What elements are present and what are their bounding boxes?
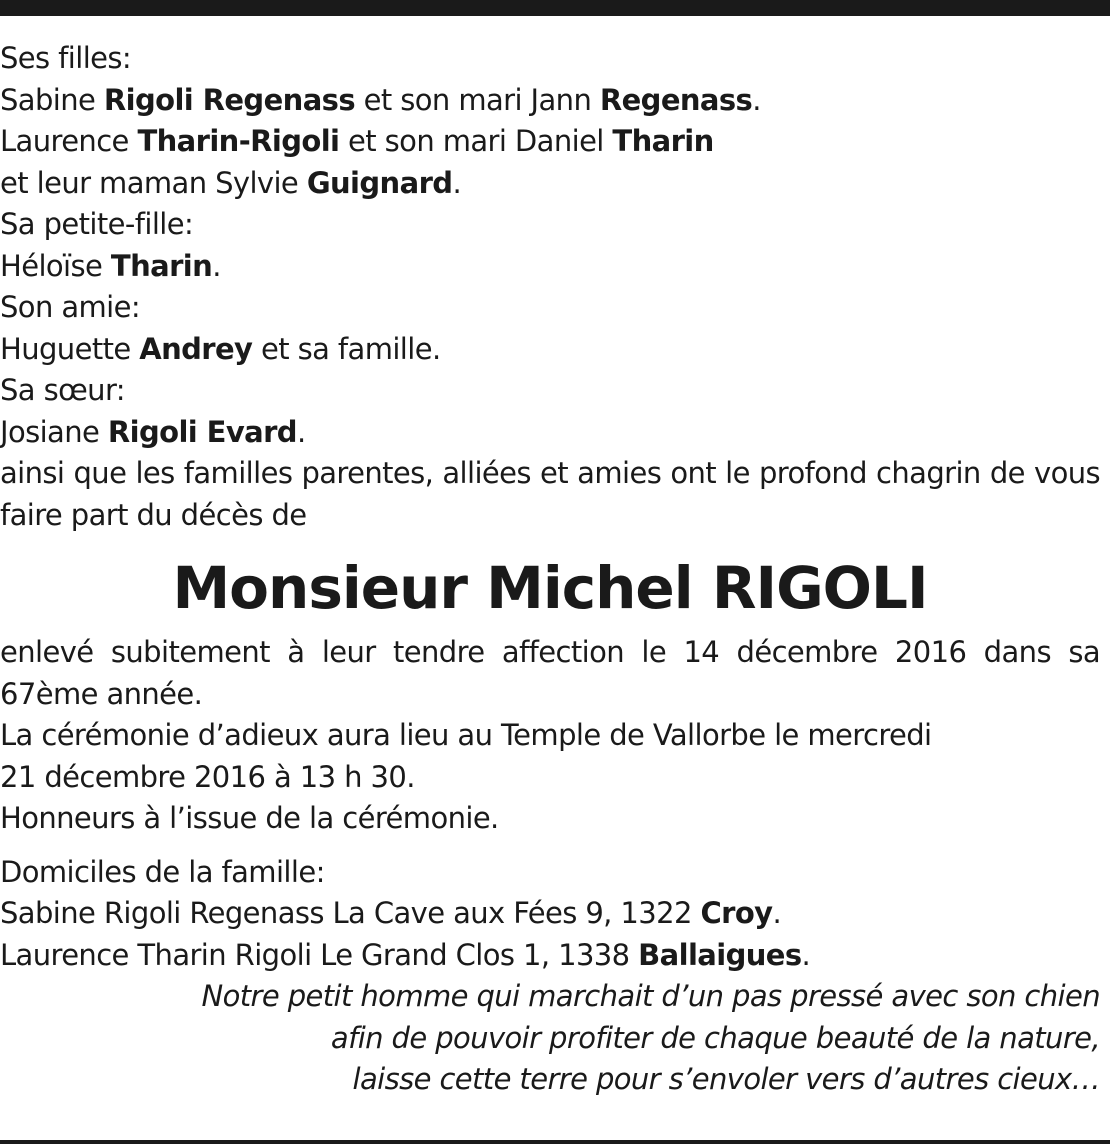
family-line-daughter-2	[0, 121, 1100, 163]
spouse-surname: Tharin	[612, 124, 714, 158]
quote-line-3: laisse cette terre pour s’envoler vers d’autres cieux…	[352, 1062, 1100, 1096]
address-text: Laurence Tharin Rigoli Le Grand Clos 1, 1338	[0, 937, 630, 972]
family-line-granddaughter	[0, 246, 1100, 288]
surname: Rigoli Evard	[107, 414, 297, 449]
surname: Tharin-Rigoli	[137, 124, 340, 158]
relation-text: et sa famille.	[260, 331, 441, 366]
punctuation: .	[452, 165, 462, 200]
ceremony-date-line: 21 décembre 2016 à 13 h 30.	[0, 759, 415, 794]
relation-text: et son mari Jann	[363, 82, 592, 117]
punctuation: .	[752, 82, 761, 117]
first-name: Josiane	[0, 414, 100, 449]
relation-text: et son mari Daniel	[348, 124, 604, 158]
family-line-friend	[0, 329, 1100, 371]
first-name: Sabine	[0, 82, 96, 117]
first-name: Laurence	[0, 124, 129, 158]
surname: Rigoli Regenass	[103, 82, 356, 117]
domicile-line-1	[0, 893, 1100, 935]
punctuation: .	[212, 248, 221, 283]
announcement-paragraph: ainsi que les familles parentes, alliées et amies ont le profond chagrin de vous faire part du décès de	[0, 456, 1100, 532]
city-name: Ballaigues	[638, 937, 802, 972]
bottom-border-rule	[0, 1140, 1110, 1144]
punctuation: .	[296, 414, 306, 449]
top-border-rule	[0, 0, 1110, 16]
obituary-notice	[0, 38, 1100, 1101]
death-details-paragraph: enlevé subitement à leur tendre affection le 14 décembre 2016 dans sa 67ème année.	[0, 635, 1100, 711]
domiciles-header: Domiciles de la famille:	[0, 854, 325, 889]
honours-line: Honneurs à l’issue de la cérémonie.	[0, 801, 499, 835]
relation-text: et leur maman Sylvie	[0, 165, 299, 200]
first-name: Héloïse	[0, 248, 103, 283]
city-name: Croy	[700, 896, 773, 930]
first-name: Huguette	[0, 331, 131, 366]
surname: Guignard	[306, 165, 453, 200]
friend-header: Son amie:	[0, 290, 141, 324]
quote-line-1: Notre petit homme qui marchait d’un pas pressé avec son chien	[201, 979, 1100, 1013]
daughters-header: Ses filles:	[0, 41, 132, 75]
ceremony-location-line: La cérémonie d’adieux aura lieu au Temple de Vallorbe le mercredi	[0, 718, 932, 752]
quote-line-2: afin de pouvoir profiter de chaque beauté de la nature,	[330, 1020, 1100, 1055]
punctuation: .	[772, 896, 782, 930]
spouse-surname: Regenass	[599, 82, 753, 117]
punctuation: .	[801, 937, 811, 972]
domicile-line-2	[0, 935, 1100, 977]
family-line-mother	[0, 163, 1100, 205]
address-text: Sabine Rigoli Regenass La Cave aux Fées 9, 1322	[0, 896, 692, 930]
family-line-daughter-1	[0, 80, 1100, 122]
family-line-sister	[0, 412, 1100, 454]
surname: Andrey	[139, 331, 253, 366]
surname: Tharin	[110, 248, 213, 283]
deceased-name-heading: Monsieur Michel RIGOLI	[172, 554, 928, 622]
granddaughter-header: Sa petite-fille:	[0, 207, 194, 241]
section-spacer	[0, 840, 1100, 852]
sister-header: Sa sœur:	[0, 373, 125, 407]
